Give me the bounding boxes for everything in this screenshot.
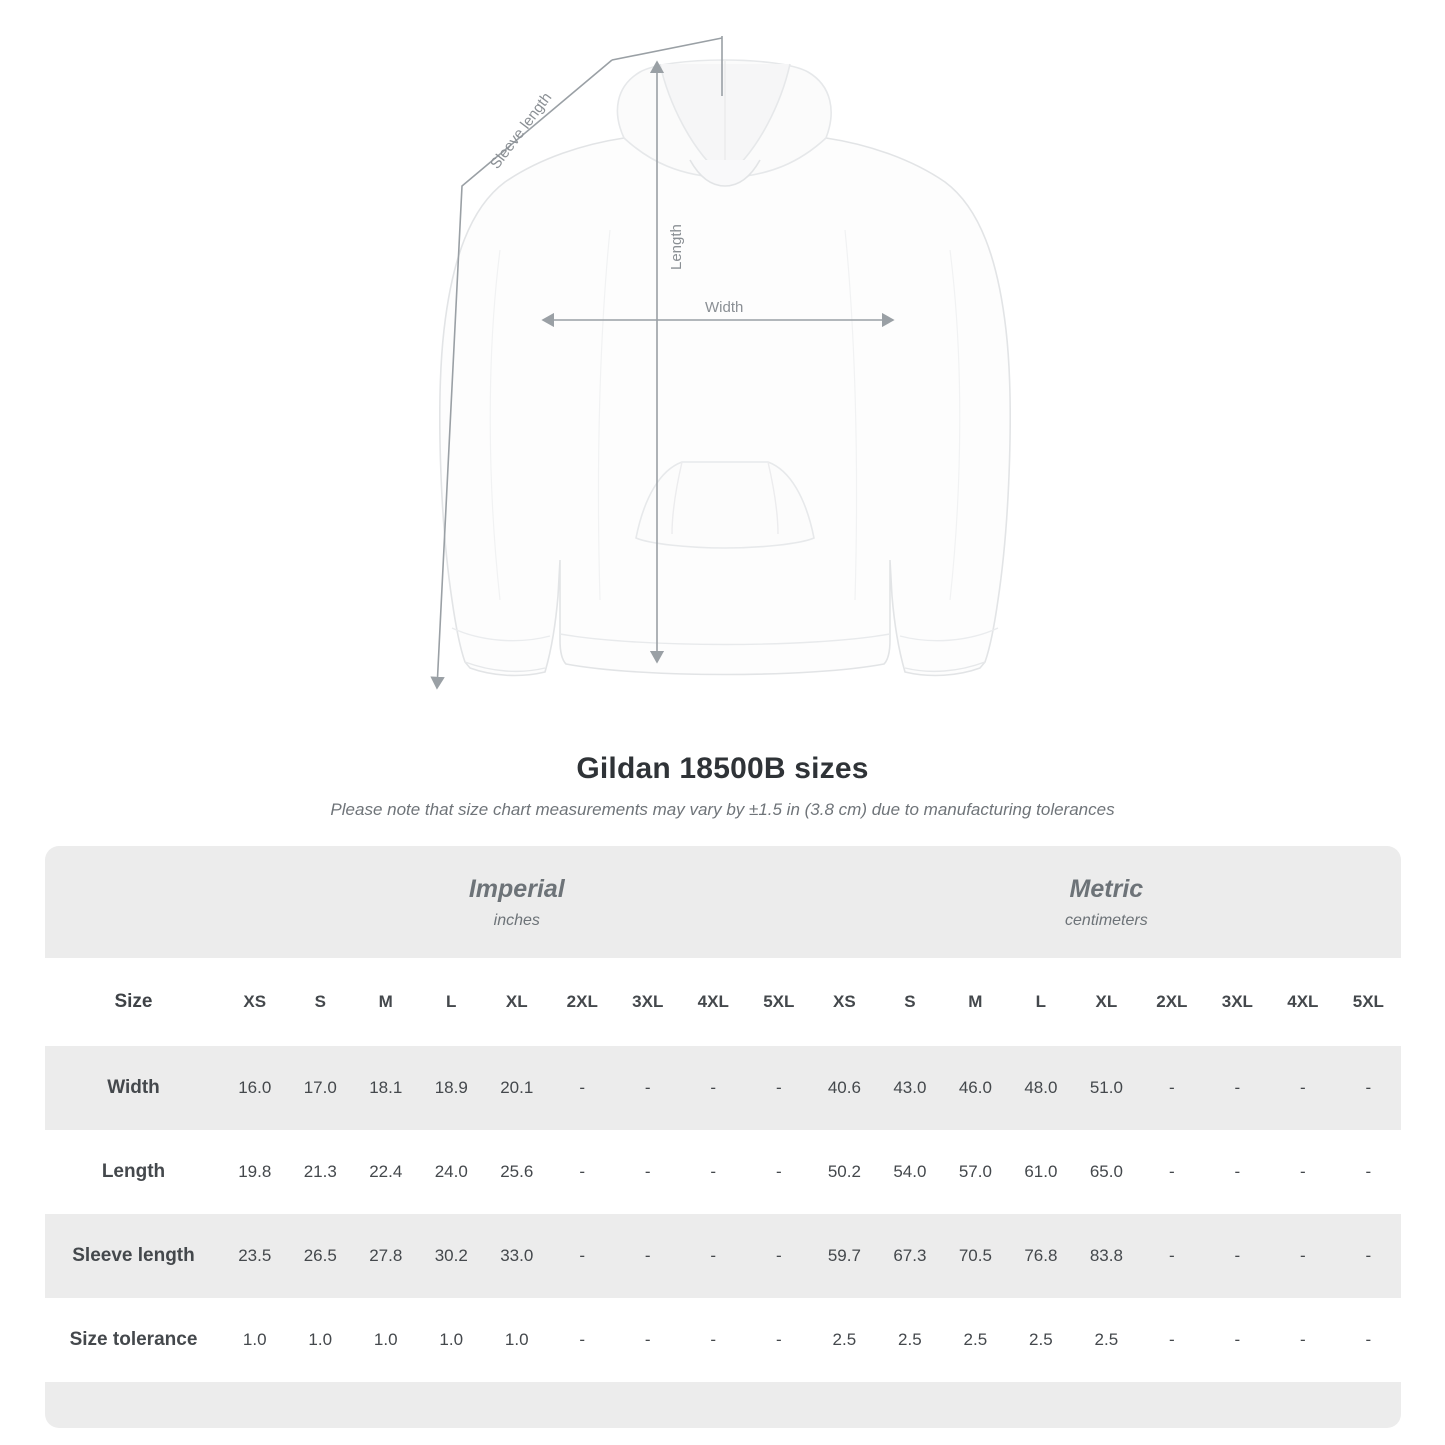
size-header-4xl: 4XL	[681, 958, 747, 1046]
table-row	[45, 1298, 1401, 1382]
cell-imperial-m: 27.8	[353, 1214, 419, 1298]
cell-metric-xl: 2.5	[1074, 1298, 1140, 1382]
size-header-3xl: 3XL	[1205, 958, 1271, 1046]
size-header-s: S	[288, 958, 354, 1046]
cell-metric-m: 46.0	[943, 1046, 1009, 1130]
cell-metric-2xl: -	[1139, 1046, 1205, 1130]
size-header-xl: XL	[1074, 958, 1140, 1046]
cell-metric-xs: 40.6	[812, 1046, 878, 1130]
row-label: Length	[45, 1130, 222, 1214]
cell-metric-m: 2.5	[943, 1298, 1009, 1382]
cell-imperial-xl: 33.0	[484, 1214, 550, 1298]
size-header-l: L	[419, 958, 485, 1046]
size-header-l: L	[1008, 958, 1074, 1046]
footer-cell	[1139, 1382, 1205, 1428]
size-chart-table	[45, 846, 1401, 1428]
cell-metric-m: 57.0	[943, 1130, 1009, 1214]
cell-metric-xl: 65.0	[1074, 1130, 1140, 1214]
footer-cell	[615, 1382, 681, 1428]
cell-metric-s: 2.5	[877, 1298, 943, 1382]
cell-metric-5xl: -	[1336, 1130, 1402, 1214]
unit-row-spacer	[45, 846, 222, 958]
cell-metric-3xl: -	[1205, 1130, 1271, 1214]
cell-metric-3xl: -	[1205, 1214, 1271, 1298]
cell-metric-s: 54.0	[877, 1130, 943, 1214]
cell-metric-xl: 51.0	[1074, 1046, 1140, 1130]
chart-header	[0, 752, 1445, 820]
size-header-5xl: 5XL	[746, 958, 812, 1046]
cell-metric-l: 61.0	[1008, 1130, 1074, 1214]
cell-imperial-4xl: -	[681, 1130, 747, 1214]
footer-cell	[746, 1382, 812, 1428]
unit-group-row	[45, 846, 1401, 958]
length-dimension-label: Length	[668, 224, 685, 270]
footer-cell	[877, 1382, 943, 1428]
cell-imperial-xl: 20.1	[484, 1046, 550, 1130]
size-header-2xl: 2XL	[1139, 958, 1205, 1046]
footer-cell	[45, 1382, 222, 1428]
cell-imperial-xs: 23.5	[222, 1214, 288, 1298]
cell-imperial-m: 22.4	[353, 1130, 419, 1214]
cell-imperial-3xl: -	[615, 1214, 681, 1298]
cell-imperial-s: 1.0	[288, 1298, 354, 1382]
footer-cell	[1074, 1382, 1140, 1428]
footer-cell	[1205, 1382, 1271, 1428]
cell-metric-2xl: -	[1139, 1214, 1205, 1298]
cell-imperial-5xl: -	[746, 1298, 812, 1382]
unit-group-metric	[812, 846, 1402, 958]
cell-metric-xs: 59.7	[812, 1214, 878, 1298]
cell-metric-xs: 2.5	[812, 1298, 878, 1382]
size-header-3xl: 3XL	[615, 958, 681, 1046]
cell-metric-5xl: -	[1336, 1046, 1402, 1130]
cell-metric-5xl: -	[1336, 1298, 1402, 1382]
cell-imperial-xs: 16.0	[222, 1046, 288, 1130]
footer-cell	[812, 1382, 878, 1428]
cell-imperial-5xl: -	[746, 1214, 812, 1298]
cell-imperial-m: 1.0	[353, 1298, 419, 1382]
table-row	[45, 1130, 1401, 1214]
footer-cell	[1008, 1382, 1074, 1428]
cell-imperial-2xl: -	[550, 1046, 616, 1130]
sleeve-length-dimension-label: Sleeve length	[487, 89, 556, 173]
cell-imperial-s: 17.0	[288, 1046, 354, 1130]
cell-imperial-2xl: -	[550, 1298, 616, 1382]
table-row	[45, 1046, 1401, 1130]
cell-imperial-xs: 1.0	[222, 1298, 288, 1382]
footer-cell	[943, 1382, 1009, 1428]
cell-imperial-4xl: -	[681, 1214, 747, 1298]
cell-imperial-xl: 1.0	[484, 1298, 550, 1382]
cell-imperial-xl: 25.6	[484, 1130, 550, 1214]
cell-imperial-m: 18.1	[353, 1046, 419, 1130]
cell-metric-s: 67.3	[877, 1214, 943, 1298]
footer-cell	[1270, 1382, 1336, 1428]
cell-imperial-2xl: -	[550, 1214, 616, 1298]
table-row	[45, 1214, 1401, 1298]
footer-cell	[288, 1382, 354, 1428]
size-header-m: M	[353, 958, 419, 1046]
cell-metric-xl: 83.8	[1074, 1214, 1140, 1298]
cell-imperial-l: 30.2	[419, 1214, 485, 1298]
cell-imperial-5xl: -	[746, 1046, 812, 1130]
size-header-xl: XL	[484, 958, 550, 1046]
cell-metric-s: 43.0	[877, 1046, 943, 1130]
cell-metric-5xl: -	[1336, 1214, 1402, 1298]
size-header-2xl: 2XL	[550, 958, 616, 1046]
size-table-wrap	[45, 846, 1400, 1428]
cell-imperial-xs: 19.8	[222, 1130, 288, 1214]
unit-group-sub: inches	[493, 911, 540, 929]
cell-imperial-3xl: -	[615, 1298, 681, 1382]
size-header-4xl: 4XL	[1270, 958, 1336, 1046]
cell-imperial-s: 26.5	[288, 1214, 354, 1298]
row-label: Size tolerance	[45, 1298, 222, 1382]
size-header-m: M	[943, 958, 1009, 1046]
footer-cell	[419, 1382, 485, 1428]
footer-cell	[550, 1382, 616, 1428]
size-header-5xl: 5XL	[1336, 958, 1402, 1046]
cell-imperial-3xl: -	[615, 1130, 681, 1214]
cell-imperial-4xl: -	[681, 1298, 747, 1382]
footer-cell	[1336, 1382, 1402, 1428]
width-dimension-label: Width	[705, 299, 744, 316]
row-label: Width	[45, 1046, 222, 1130]
unit-group-imperial	[222, 846, 812, 958]
footer-cell	[484, 1382, 550, 1428]
cell-metric-m: 70.5	[943, 1214, 1009, 1298]
cell-imperial-2xl: -	[550, 1130, 616, 1214]
size-header-xs: XS	[812, 958, 878, 1046]
cell-metric-l: 76.8	[1008, 1214, 1074, 1298]
cell-imperial-5xl: -	[746, 1130, 812, 1214]
footer-cell	[353, 1382, 419, 1428]
size-header-label: Size	[45, 958, 222, 1046]
tolerance-note: Please note that size chart measurements may vary by ±1.5 in (3.8 cm) due to manufacturing tolerances	[330, 800, 1115, 819]
cell-imperial-3xl: -	[615, 1046, 681, 1130]
cell-metric-l: 48.0	[1008, 1046, 1074, 1130]
cell-metric-4xl: -	[1270, 1130, 1336, 1214]
table-footer-band	[45, 1382, 1401, 1428]
footer-cell	[222, 1382, 288, 1428]
unit-group-name: Metric	[1069, 875, 1144, 904]
unit-group-name: Imperial	[468, 875, 565, 904]
row-label: Sleeve length	[45, 1214, 222, 1298]
cell-imperial-l: 18.9	[419, 1046, 485, 1130]
cell-imperial-s: 21.3	[288, 1130, 354, 1214]
size-header-row	[45, 958, 1401, 1046]
footer-cell	[681, 1382, 747, 1428]
cell-metric-xs: 50.2	[812, 1130, 878, 1214]
cell-metric-2xl: -	[1139, 1130, 1205, 1214]
unit-group-sub: centimeters	[1065, 911, 1148, 929]
cell-metric-4xl: -	[1270, 1298, 1336, 1382]
cell-metric-3xl: -	[1205, 1046, 1271, 1130]
cell-imperial-l: 24.0	[419, 1130, 485, 1214]
cell-imperial-l: 1.0	[419, 1298, 485, 1382]
cell-metric-l: 2.5	[1008, 1298, 1074, 1382]
cell-imperial-4xl: -	[681, 1046, 747, 1130]
cell-metric-2xl: -	[1139, 1298, 1205, 1382]
size-header-s: S	[877, 958, 943, 1046]
cell-metric-4xl: -	[1270, 1214, 1336, 1298]
cell-metric-4xl: -	[1270, 1046, 1336, 1130]
page-title: Gildan 18500B sizes	[576, 752, 869, 785]
cell-metric-3xl: -	[1205, 1298, 1271, 1382]
size-header-xs: XS	[222, 958, 288, 1046]
